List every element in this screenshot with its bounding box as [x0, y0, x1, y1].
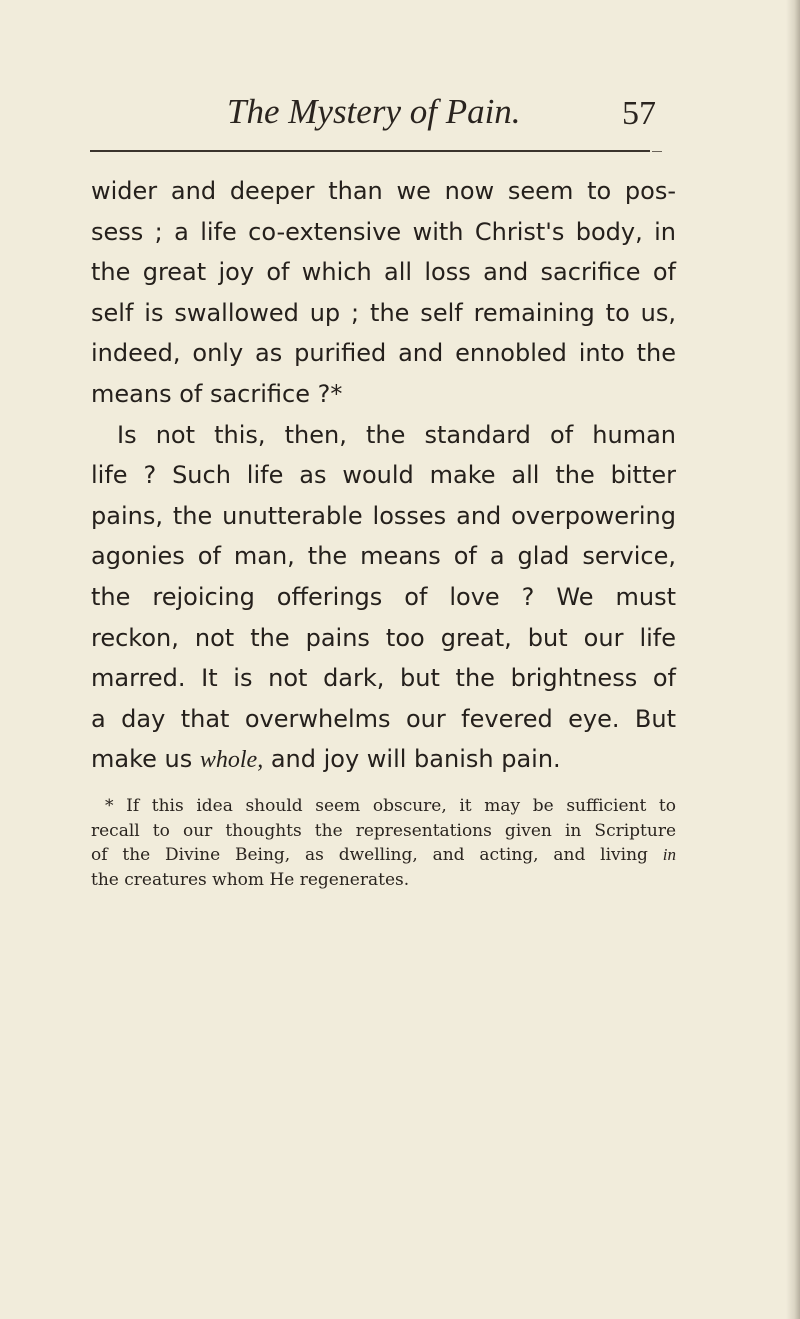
- body-line: indeed, only as purified and ennobled into the: [91, 339, 676, 368]
- body-line: reckon, not the pains too great, but our life: [91, 623, 676, 652]
- footnote-italic-word: in: [662, 845, 676, 864]
- header-rule: [90, 150, 650, 152]
- running-title: The Mystery of Pain.: [227, 92, 521, 131]
- footnote-line: [91, 843, 676, 868]
- footnote-line: * If this idea should seem obscure, it may be sufficient to: [105, 796, 676, 816]
- footnote-text-run: of the Divine Being, as dwelling, and acting, and living: [91, 845, 663, 865]
- footnote: [91, 794, 676, 892]
- body-line: the great joy of which all loss and sacrifice of: [91, 258, 676, 287]
- page-edge-shadow: [786, 0, 800, 1319]
- body-line-final: [91, 739, 676, 781]
- footnote-line: the creatures whom He regenerates.: [91, 869, 410, 890]
- body-text-run: make us: [91, 745, 200, 774]
- body-line: self is swallowed up ; the self remaining to us,: [91, 298, 676, 327]
- body-line: wider and deeper than we now seem to pos-: [91, 177, 676, 205]
- page-number: 57: [622, 95, 656, 132]
- body-text: [91, 171, 676, 781]
- body-line: Is not this, then, the standard of human: [117, 420, 676, 449]
- italic-word: whole,: [199, 747, 264, 774]
- footnote-line: recall to our thoughts the representations given in Scripture: [91, 820, 676, 841]
- body-line: a day that overwhelms our fevered eye. But: [91, 704, 676, 733]
- body-line: agonies of man, the means of a glad service,: [91, 542, 676, 571]
- body-line: means of sacrifice ?*: [91, 379, 343, 408]
- body-line: sess ; a life co-extensive with Christ's body, in: [91, 217, 676, 246]
- body-line: marred. It is not dark, but the brightness of: [91, 664, 676, 693]
- running-head: [0, 92, 800, 132]
- body-text-run: and joy will banish pain.: [263, 745, 561, 774]
- body-line: life ? Such life as would make all the bitter: [91, 461, 676, 490]
- body-line: the rejoicing offerings of love ? We must: [91, 582, 676, 611]
- header-rule-tail: [652, 151, 662, 152]
- body-line: pains, the unutterable losses and overpowering: [91, 501, 676, 530]
